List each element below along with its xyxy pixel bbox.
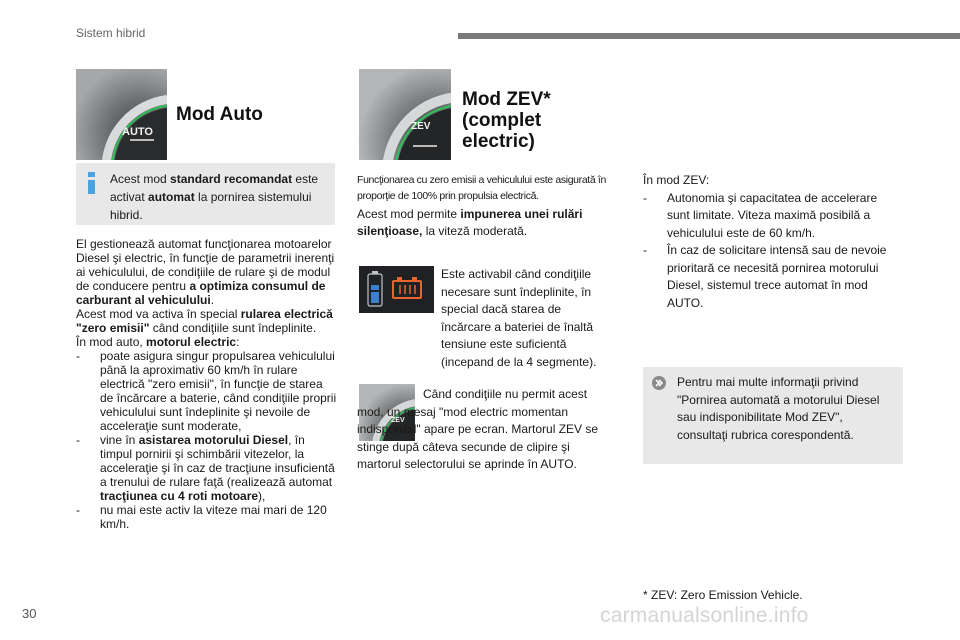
watermark: carmanualsonline.info [600, 604, 809, 627]
list-item: - În caz de solicitare intensă sau de nevoie prioritară ce necesită pornirea motorului Diesel, sistemul trece automat în mod AUTO. [643, 243, 887, 310]
zev-restrictions-list [643, 190, 903, 313]
auto-info-box [76, 163, 335, 225]
list-item: - nu mai este activ la viteze mai mari de 120 km/h. [76, 503, 327, 531]
list-item: - poate asigura singur propulsarea vehiculului până la aproximativ 60 km/h în rulare electrică "zero emisii", în funcţie de starea de încărcare a baterie, când condiţiile proprii vehiculului sunt îndeplinite şi nevoile de acceleraţie sunt moderate, [76, 349, 337, 433]
zev-footnote: * ZEV: Zero Emission Vehicle. [643, 588, 803, 602]
zev-knob-image [359, 69, 451, 160]
auto-title: Mod Auto [176, 104, 263, 125]
section-header: Sistem hibrid [76, 26, 146, 40]
list-item: - Autonomia şi capacitatea de accelerare sunt limitate. Viteza maximă posibilă a vehiculului este de 60 km/h. [643, 190, 878, 240]
list-item: - vine în asistarea motorului Diesel, în timpul pornirii şi schimbării vitezelor, la acceleraţie şi în caz de tracţiune insuficientă a trenului de rulare faţă (realizează automat tracţiunea cu 4 roti motoare), [76, 433, 335, 503]
zev-reference-text: Pentru mai multe informaţii privind "Pornirea automată a motorului Diesel sau indisponibilitate Mod ZEV", consultaţi rubrica corespondentă. [677, 375, 880, 442]
zev-paragraph-1: Acest mod permite impunerea unei rulări silenţioase, la viteză moderată. [357, 207, 583, 238]
zev-battery-text: Este activabil când condiţiile necesare sunt îndeplinite, în special dacă starea de încărcare a bateriei de înaltă tensiune este suficientă (incepand de la 4 segmente). [441, 267, 597, 369]
zev-intro: Funcţionarea cu zero emisii a vehiculului este asigurată în proporţie de 100% prin propulsia electrică. [357, 174, 606, 202]
zev-title: Mod ZEV* (complet electric) [462, 89, 551, 152]
zev-reference-box [643, 367, 903, 464]
zev-in-mode-label: În mod ZEV: [643, 173, 710, 187]
svg-text:AUTO: AUTO [122, 126, 153, 138]
auto-body [76, 237, 338, 531]
info-icon [86, 172, 98, 194]
svg-text:ZEV: ZEV [391, 417, 405, 424]
page-number: 30 [22, 606, 37, 621]
auto-paragraph-1: El gestionează automat funcţionarea motoarelor Diesel şi electric, în funcţie de parametrii inerenţi ai vehiculului, de condiţiile de rulare şi de modul de conducere pentru a optimiza consumul de carburant al vehiculului. [76, 237, 335, 307]
auto-list [76, 349, 338, 531]
battery-icon [359, 266, 434, 313]
auto-knob-image [76, 69, 167, 160]
auto-paragraph-3: În mod auto, motorul electric: [76, 335, 240, 349]
reference-arrow-icon [652, 376, 666, 390]
auto-paragraph-2: Acest mod va activa în special rularea electrică "zero emisii" când condiţiile sunt îndeplinite. [76, 307, 333, 335]
zev-in-mode [643, 172, 903, 312]
zev-conditions-text: Când condiţiile nu permit acest mod, un mesaj "mod electric momentan indisponibil" apare pe ecran. Martorul ZEV se stinge după câteva secunde de clipire şi martorul selectorului se aprinde în AUTO. [357, 387, 599, 471]
auto-info-text: Acest mod standard recomandat este activat automat la pornirea sistemului hibrid. [110, 172, 319, 222]
svg-text:ZEV: ZEV [411, 121, 431, 132]
header-bar [458, 33, 960, 39]
